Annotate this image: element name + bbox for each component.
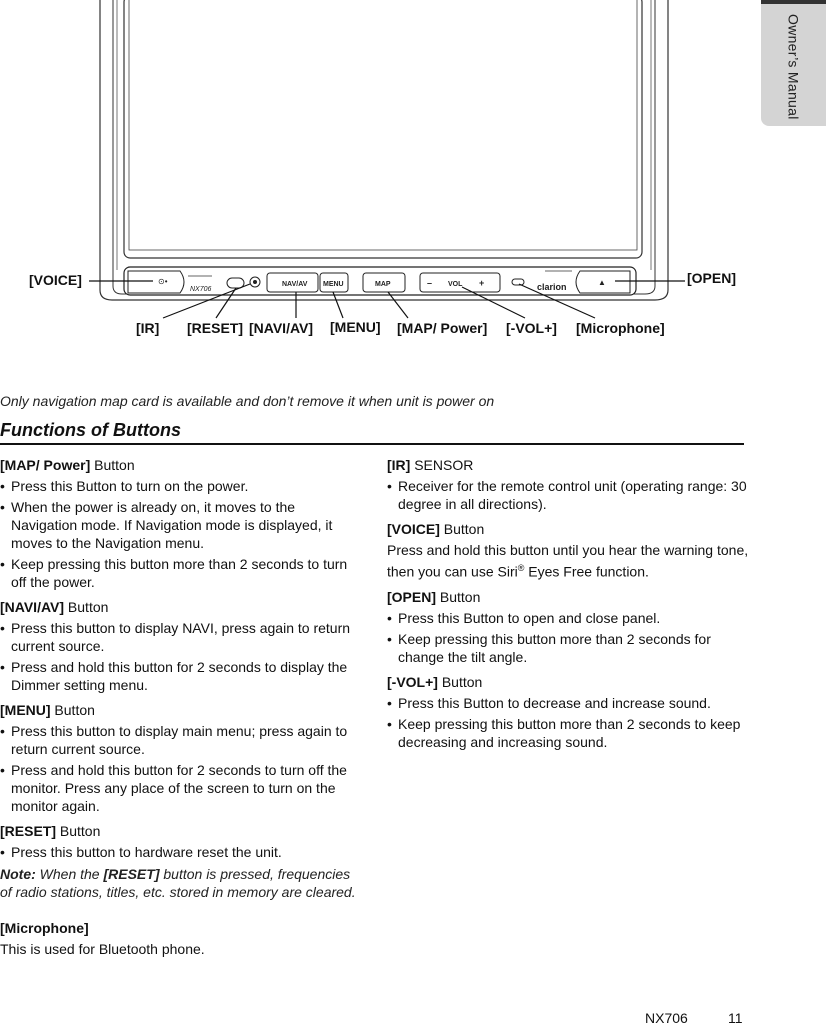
callout-reset: [RESET] (187, 320, 243, 336)
reset-bullet: • Press this button to hardware reset the unit. (0, 843, 360, 861)
menu-suffix: Button (50, 702, 95, 718)
navi-av-bullet: • Press this button to display NAVI, press again to return current source. (0, 619, 360, 655)
callout-map-power: [MAP/ Power] (397, 320, 488, 336)
microphone-shape (512, 279, 524, 285)
voice-button-shape (128, 271, 184, 293)
microphone-text: This is used for Bluetooth phone. (0, 941, 205, 957)
reset-button-shape (227, 278, 244, 288)
menu-bullet: • Press and hold this button for 2 seconds to turn off the monitor. Press any place of the screen to turn on the monitor again. (0, 761, 360, 815)
section-navi-av (0, 598, 360, 694)
section-open (387, 588, 749, 666)
menu-bullet: • Press this button to display main menu; press again to return current source. (0, 722, 360, 758)
open-bullet: • Press this Button to open and close panel. (387, 609, 749, 627)
vol-title: [-VOL+] (387, 673, 438, 690)
voice-text-pre: Press and hold this button until you hear the warning tone, then you can use Siri (387, 542, 749, 580)
map-power-bullet: • Press this Button to turn on the power. (0, 477, 360, 495)
reset-suffix: Button (56, 823, 101, 839)
menu-device-label: MENU (323, 281, 344, 288)
section-ir (387, 456, 749, 513)
navi-av-device-label: NAV/AV (282, 281, 308, 288)
note-post: button is pressed, frequencies of radio stations, titles, etc. stored in memory are cleared. (0, 866, 356, 900)
callout-navi-av: [NAVI/AV] (249, 320, 314, 336)
map-power-suffix: Button (90, 457, 135, 473)
ir-bullet: • Receiver for the remote control unit (operating range: 30 degree in all directions). (387, 477, 749, 513)
section-vol (387, 673, 749, 751)
callout-menu: [MENU] (330, 319, 381, 335)
section-voice (387, 520, 749, 581)
map-power-title: [MAP/ Power] (0, 457, 91, 473)
section-map-power (0, 456, 360, 591)
section-menu (0, 701, 360, 815)
ir-title: [IR] (387, 457, 411, 473)
section-tab-label: Owner’s Manual (785, 14, 802, 120)
registered-mark: ® (517, 563, 525, 573)
voice-suffix: Button (439, 521, 485, 537)
right-column (387, 456, 749, 758)
vol-bullet: • Press this Button to decrease and increase sound. (387, 694, 749, 712)
footer-model: NX706 (645, 1010, 688, 1026)
navi-av-title: [NAVI/AV] (0, 599, 65, 615)
voice-text (387, 541, 749, 581)
left-column (0, 456, 360, 965)
map-device-label: MAP (375, 281, 391, 288)
map-power-bullet: • When the power is already on, it moves to the Navigation mode. If Navigation mode is displayed, it moves to the Navigation menu. (0, 498, 360, 552)
open-title: [OPEN] (387, 588, 436, 605)
page-number: 11 (728, 1010, 743, 1026)
device-model-label: NX706 (190, 286, 212, 293)
heading-divider (0, 443, 744, 445)
svg-text:▲: ▲ (598, 278, 606, 287)
device-diagram (0, 0, 760, 345)
open-bullet: • Keep pressing this button more than 2 seconds for change the tilt angle. (387, 630, 749, 666)
map-power-bullet: • Keep pressing this button more than 2 seconds to turn off the power. (0, 555, 360, 591)
reset-title: [RESET] (0, 823, 56, 839)
section-microphone (0, 919, 360, 958)
reset-note (0, 865, 360, 901)
menu-title: [MENU] (0, 702, 51, 718)
note-pre: When the (35, 866, 104, 882)
voice-text-post: Eyes Free function. (524, 563, 649, 580)
voice-title: [VOICE] (387, 521, 440, 537)
callout-vol: [-VOL+] (506, 320, 557, 336)
vol-plus-label: + (479, 278, 485, 288)
section-reset (0, 822, 360, 901)
diagram-caption: Only navigation map card is available and don’t remove it when unit is power on (0, 393, 495, 409)
navi-av-bullet: • Press and hold this button for 2 seconds to display the Dimmer setting menu. (0, 658, 360, 694)
vol-minus-label: – (427, 278, 433, 288)
head-unit-illustration (0, 0, 760, 345)
callout-ir: [IR] (136, 320, 160, 336)
open-suffix: Button (436, 588, 481, 605)
ir-suffix: SENSOR (410, 457, 474, 473)
callout-open: [OPEN] (687, 270, 736, 286)
microphone-title: [Microphone] (0, 920, 89, 936)
svg-text:⊙•: ⊙• (158, 277, 168, 286)
section-tab (761, 0, 826, 126)
callout-microphone: [Microphone] (576, 320, 665, 336)
note-label: Note: (0, 866, 36, 882)
vol-suffix: Button (437, 673, 483, 690)
vol-device-label: VOL (448, 281, 463, 288)
note-key: [RESET] (103, 866, 160, 882)
callout-voice: [VOICE] (29, 272, 82, 288)
vol-bullet: • Keep pressing this button more than 2 seconds to keep decreasing and increasing sound. (387, 715, 749, 751)
navi-av-suffix: Button (64, 599, 109, 615)
brand-logo: clarion (537, 282, 567, 292)
section-heading: Functions of Buttons (0, 420, 181, 440)
